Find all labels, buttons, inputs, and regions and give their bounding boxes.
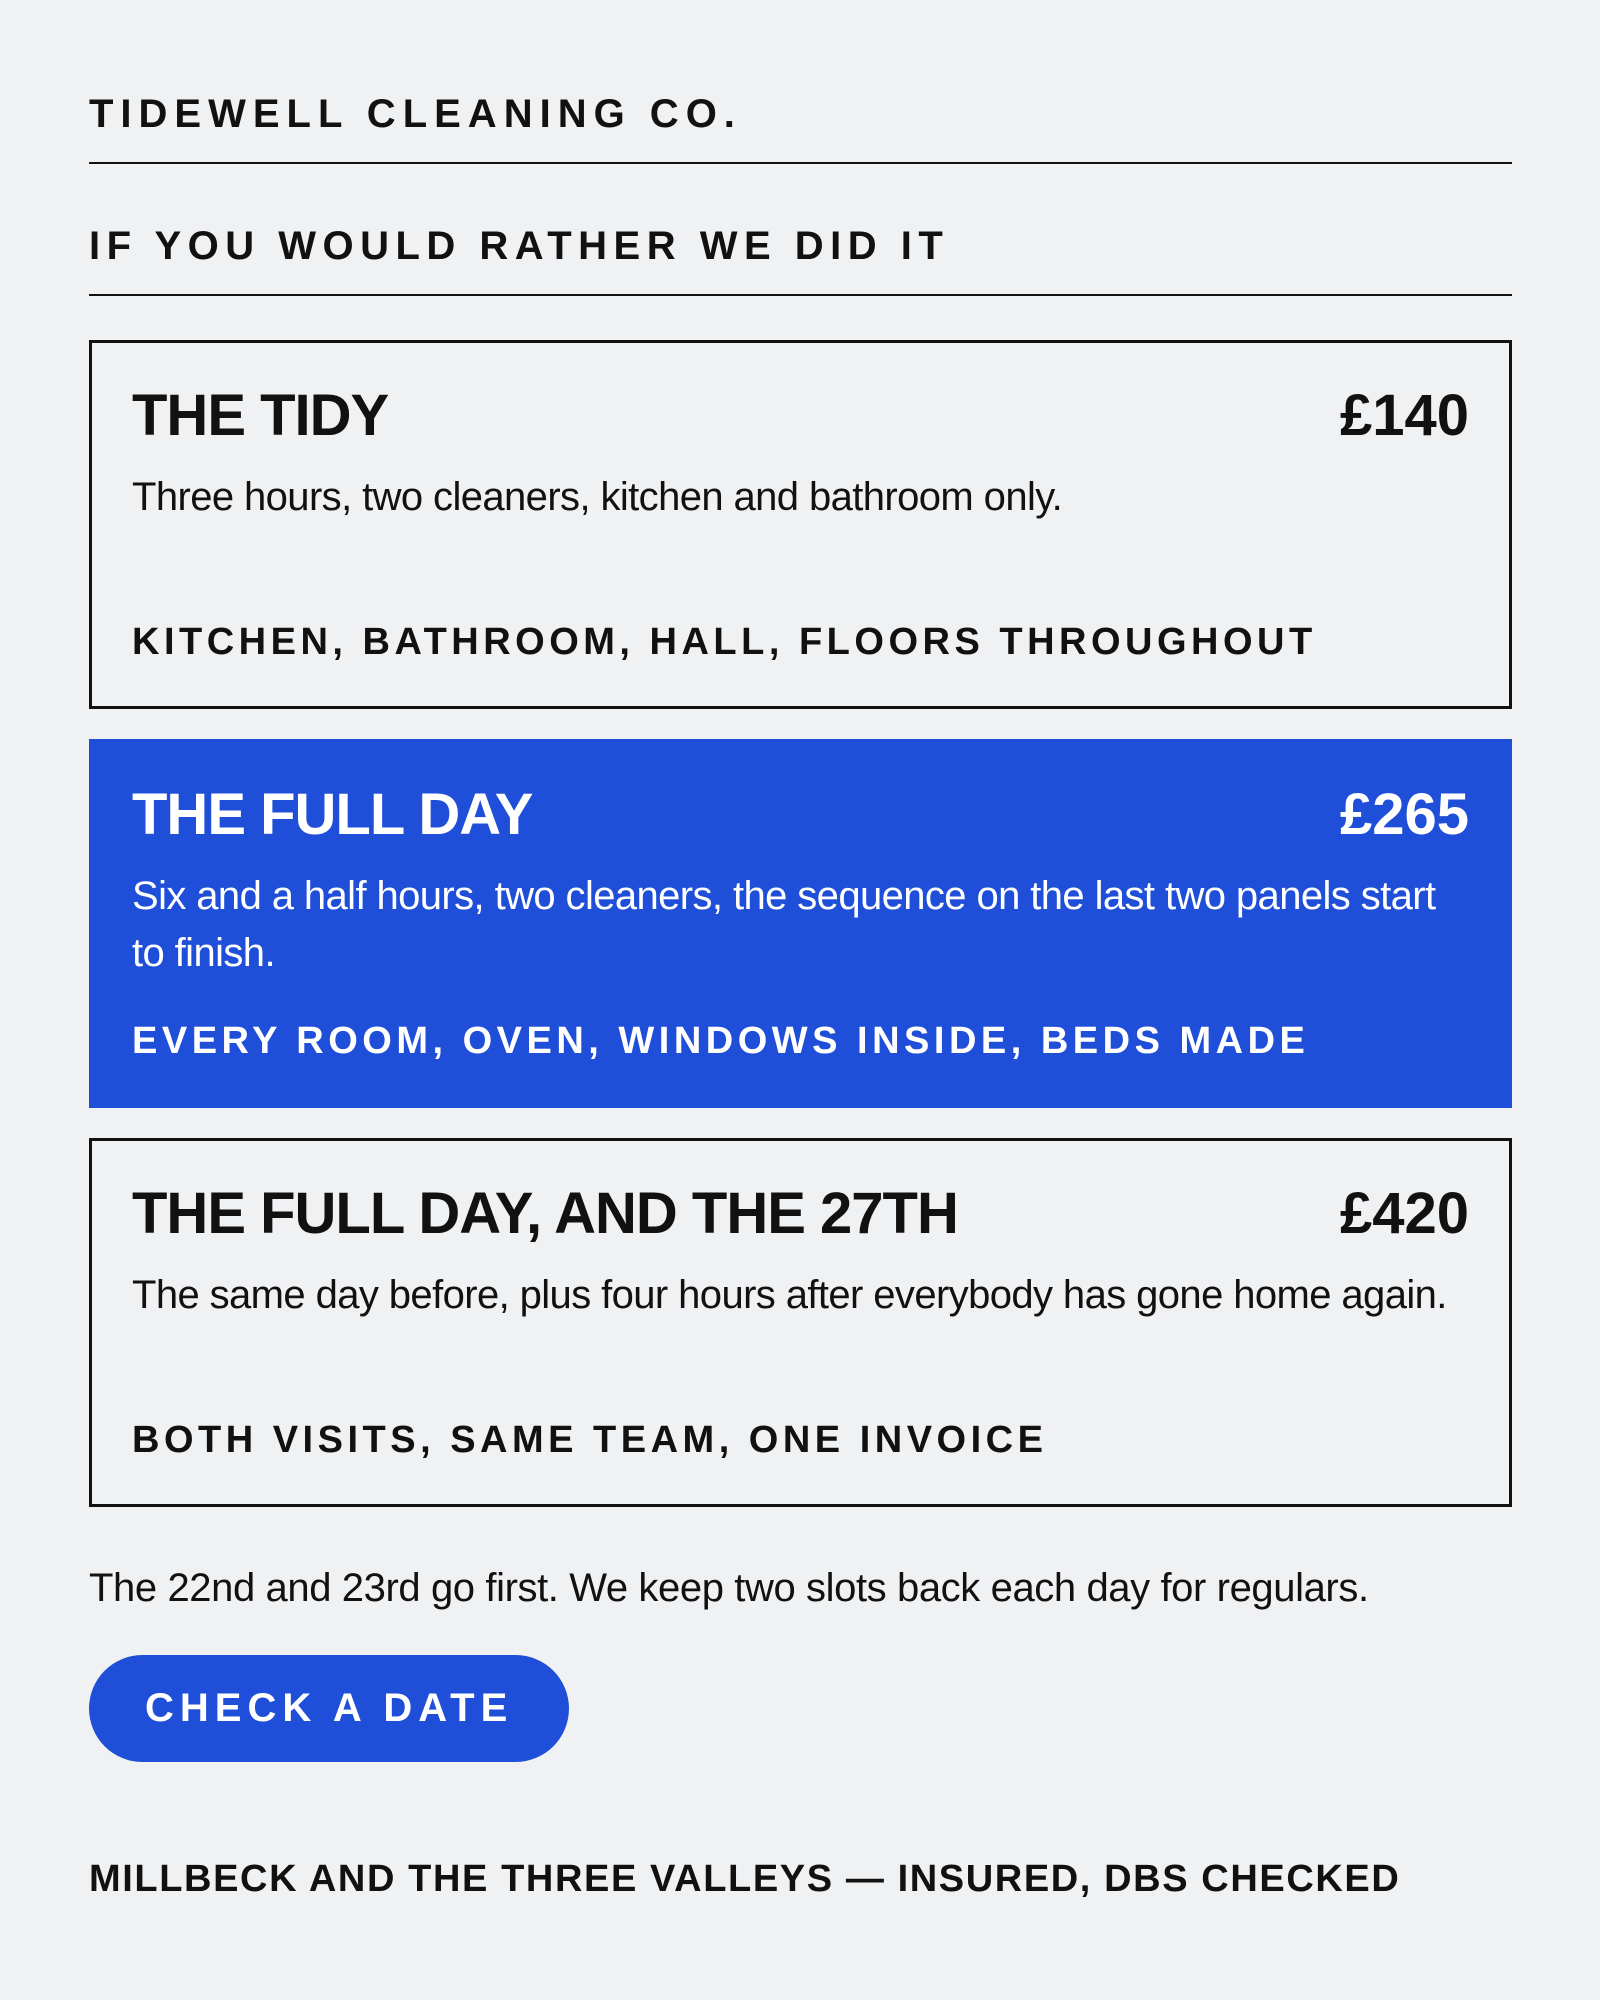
package-header xyxy=(132,1141,1469,1245)
package-header xyxy=(132,742,1469,846)
package-card-full-day[interactable] xyxy=(89,739,1512,1108)
package-description: The same day before, plus four hours after everybody has gone home again. xyxy=(132,1273,1447,1317)
package-header xyxy=(132,343,1469,447)
package-price: £420 xyxy=(1339,1181,1469,1246)
package-tags: EVERY ROOM, OVEN, WINDOWS INSIDE, BEDS MADE xyxy=(132,1020,1310,1062)
check-date-button[interactable]: CHECK A DATE xyxy=(89,1655,569,1762)
package-card-full-day-and-27th[interactable] xyxy=(89,1138,1512,1507)
availability-note: The 22nd and 23rd go first. We keep two slots back each day for regulars. xyxy=(89,1566,1369,1610)
divider xyxy=(89,294,1512,296)
package-tags: BOTH VISITS, SAME TEAM, ONE INVOICE xyxy=(132,1419,1048,1461)
package-price: £265 xyxy=(1339,782,1469,847)
package-name: THE FULL DAY xyxy=(132,782,533,847)
package-name: THE TIDY xyxy=(132,383,389,448)
package-description: Six and a half hours, two cleaners, the sequence on the last two panels start to finish. xyxy=(132,874,1436,975)
package-name: THE FULL DAY, AND THE 27TH xyxy=(132,1181,958,1246)
package-description: Three hours, two cleaners, kitchen and bathroom only. xyxy=(132,475,1063,519)
package-price: £140 xyxy=(1339,383,1469,448)
footer-text: MILLBECK AND THE THREE VALLEYS — INSURED, DBS CHECKED xyxy=(89,1858,1401,1900)
package-card-tidy[interactable] xyxy=(89,340,1512,709)
section-title: IF YOU WOULD RATHER WE DID IT xyxy=(89,224,950,268)
package-tags: KITCHEN, BATHROOM, HALL, FLOORS THROUGHOUT xyxy=(132,621,1317,663)
brand-name: TIDEWELL CLEANING CO. xyxy=(89,92,742,136)
